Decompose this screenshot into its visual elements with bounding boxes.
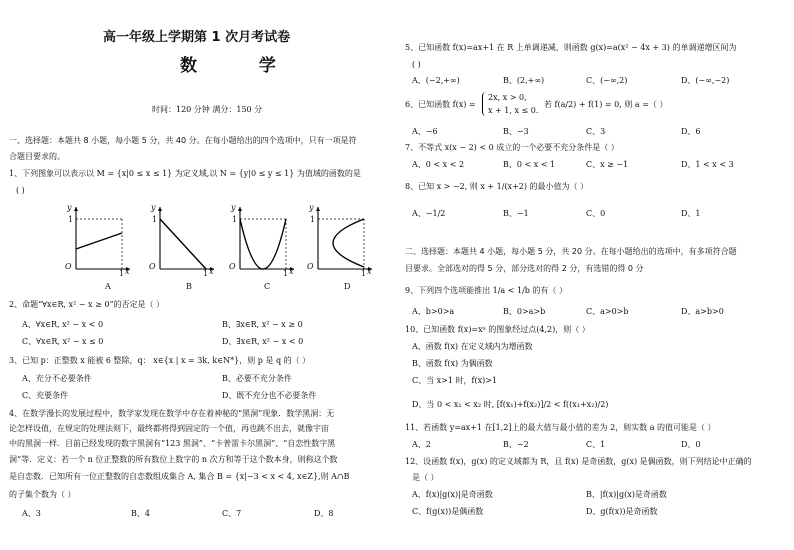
q7-option-d[interactable]: D、1 < x < 3 [681,160,734,169]
q6-brace [482,92,487,116]
y-axis-label: y [151,203,156,212]
q4-line-5: 是自恋数．已知所有一位正整数的自恋数组成集合 A, 集合 B = {x|−3 < x < 4, x∈Z},则 A∩B [9,472,350,481]
section1-intro-2: 合题目要求的。 [9,152,65,161]
q8-stem: 8、已知 x > −2, 则 x + 1/(x+2) 的最小值为（ ） [405,182,589,191]
q6-option-d[interactable]: D、6 [681,127,701,136]
q11-stem: 11、若函数 y=ax+1 在[1,2]上的最大值与最小值的差为 2，则实数 a 的值可能是（ ） [405,423,716,432]
q4-line-3: 中的黑洞一样．目前已经发现的数字黑洞有“123 黑洞”、“卡普雷卡尔黑洞”、“自恋性数字黑 [9,439,336,448]
graph-a [62,203,132,281]
graph-b-caption: B [186,282,192,291]
q4-option-d[interactable]: D、8 [314,509,334,518]
q4-line-4: 洞”等．定义：若一个 n 位正整数的所有数位上数字的 n 次方和等于这个数本身，则称这个数 [9,455,338,464]
origin-label: O [229,262,236,271]
q8-option-c[interactable]: C、0 [586,209,606,218]
origin-label: O [149,262,156,271]
q9-option-c[interactable]: C、a>0>b [586,307,629,316]
q5-paren: ( ) [412,60,421,69]
q1-paren: ( ) [16,186,25,195]
origin-label: O [307,262,314,271]
q6-option-a[interactable]: A、−6 [412,127,438,136]
q11-option-b[interactable]: B、−2 [503,440,529,449]
q2-option-b[interactable]: B、∃x∈R, x² − x ≥ 0 [222,320,303,329]
q3-option-c[interactable]: C、充要条件 [22,391,69,400]
q10-stem: 10、已知函数 f(x)=xᵃ 的图象经过点(4,2)，则（ ） [405,325,590,334]
q9-option-d[interactable]: D、a>b>0 [681,307,724,316]
q4-line-1: 4、在数学漫长的发展过程中，数学家发现在数学中存在着神秘的“黑洞”现象．数学黑洞：无 [9,409,335,418]
q2-stem: 2、命题“∀x∈R, x² − x ≥ 0”的否定是（ ） [9,300,165,309]
graph-b [146,203,216,281]
q6-stem-post: 若 f(a/2) + f(1) = 0, 则 a =（ ） [544,100,668,109]
q4-option-b[interactable]: B、4 [131,509,150,518]
q12-option-a[interactable]: A、f(x)|g(x)|是奇函数 [412,490,493,499]
graph-c [226,203,296,281]
q10-option-b[interactable]: B、函数 f(x) 为偶函数 [412,359,493,368]
q3-option-a[interactable]: A、充分不必要条件 [22,374,92,383]
y-one-label: 1 [152,215,158,224]
y-axis-label: y [67,203,72,212]
graph-a-caption: A [105,282,111,291]
exam-title: 高一年级上学期第 1 次月考试卷 [103,30,291,45]
q5-option-c[interactable]: C、(−∞,2) [586,76,628,85]
y-axis-label: y [309,203,314,212]
q7-option-c[interactable]: C、x ≥ −1 [586,160,629,169]
x-one-label: 1 [203,269,209,278]
section2-intro-1: 二、选择题：本题共 4 小题，每小题 5 分，共 20 分。在每小题给出的选项中，有多项符合题 [405,247,737,256]
graph-d-caption: D [344,282,351,291]
q11-option-d[interactable]: D、0 [681,440,701,449]
x-axis-label: x [289,267,294,276]
x-one-label: 1 [283,269,289,278]
q12-line-2: 是（ ） [412,473,439,482]
q12-option-d[interactable]: D、g(f(x))是奇函数 [586,507,658,516]
graph-c-caption: C [264,282,271,291]
q4-option-a[interactable]: A、3 [22,509,41,518]
y-one-label: 1 [232,215,238,224]
q5-option-a[interactable]: A、(−2,+∞) [412,76,460,85]
q8-option-a[interactable]: A、−1/2 [412,209,446,218]
q6-case-1: 2x, x > 0, [488,93,527,102]
y-axis-label: y [231,203,236,212]
q5-option-b[interactable]: B、(2,+∞) [503,76,545,85]
q6-option-b[interactable]: B、−3 [503,127,529,136]
q2-option-a[interactable]: A、∀x∈R, x² − x < 0 [22,320,104,329]
q1-stem: 1、下列图象可以表示以 M = {x|0 ≤ x ≤ 1} 为定义域,以 N = {y|0 ≤ y ≤ 1} 为值域的函数的是 [9,169,361,178]
q10-option-c[interactable]: C、当 x>1 时，f(x)>1 [412,376,498,385]
q6-option-c[interactable]: C、3 [586,127,606,136]
subject-title: 数 学 [180,56,304,76]
q9-option-b[interactable]: B、0>a>b [503,307,546,316]
q4-line-6: 的子集个数为（ ） [9,490,76,499]
q12-option-c[interactable]: C、f(g(x))是偶函数 [412,507,484,516]
q10-option-d[interactable]: D、当 0 < x₁ < x₂ 时, [f(x₁)+f(x₂)]/2 < f((x₁+x₂)/2) [412,400,609,409]
time-score: 时间：120 分钟 满分：150 分 [152,105,263,114]
x-axis-label: x [209,267,214,276]
q7-option-a[interactable]: A、0 < x < 2 [412,160,465,169]
q9-option-a[interactable]: A、b>0>a [412,307,455,316]
q3-stem: 3、已知 p：正整数 x 能被 6 整除，q： x∈{x | x = 3k, k∈N*}，则 p 是 q 的（ ） [9,356,311,365]
q10-option-a[interactable]: A、函数 f(x) 在定义域内为增函数 [412,342,533,351]
q4-line-2: 论怎样设值，在规定的处理法则下，最终都将得到固定的一个值，再也跳不出去，就像宇宙 [9,424,329,433]
origin-label: O [65,262,72,271]
q5-option-d[interactable]: D、(−∞,−2) [681,76,730,85]
q7-stem: 7、不等式 x(x − 2) < 0 成立的一个必要不充分条件是（ ） [405,143,619,152]
section2-intro-2: 目要求。全部选对的得 5 分，部分选对的得 2 分，有选错的得 0 分 [405,264,644,273]
q2-option-c[interactable]: C、∀x∈R, x² − x ≤ 0 [22,337,104,346]
q3-option-d[interactable]: D、既不充分也不必要条件 [222,391,317,400]
x-axis-label: x [367,267,372,276]
q3-option-b[interactable]: B、必要不充分条件 [222,374,292,383]
q8-option-b[interactable]: B、−1 [503,209,529,218]
q8-option-d[interactable]: D、1 [681,209,701,218]
y-one-label: 1 [68,215,74,224]
q11-option-c[interactable]: C、1 [586,440,606,449]
q9-stem: 9、下列四个选项能推出 1/a < 1/b 的有（ ） [405,286,567,295]
q6-stem-pre: 6、已知函数 f(x) = [405,100,476,109]
q5-stem: 5、已知函数 f(x)=ax+1 在 R 上单调递减，则函数 g(x)=a(x² − 4x + 3) 的单调递增区间为 [405,43,737,52]
q12-line-1: 12、设函数 f(x)，g(x) 的定义域都为 R，且 f(x) 是奇函数，g(x) 是偶函数，则下列结论中正确的 [405,457,752,466]
q2-option-d[interactable]: D、∃x∈R, x² − x < 0 [222,337,304,346]
graph-d [304,203,374,281]
section1-intro-1: 一、选择题：本题共 8 小题，每小题 5 分，共 40 分。在每小题给出的四个选项中，只有一项是符 [9,136,357,145]
x-one-label: 1 [361,269,367,278]
q7-option-b[interactable]: B、0 < x < 1 [503,160,556,169]
y-one-label: 1 [310,215,316,224]
q6-case-2: x + 1, x ≤ 0. [488,106,539,115]
q12-option-b[interactable]: B、|f(x)|g(x)是奇函数 [586,490,667,499]
q4-option-c[interactable]: C、7 [222,509,242,518]
x-one-label: 1 [119,269,125,278]
q11-option-a[interactable]: A、2 [412,440,431,449]
x-axis-label: x [125,267,130,276]
